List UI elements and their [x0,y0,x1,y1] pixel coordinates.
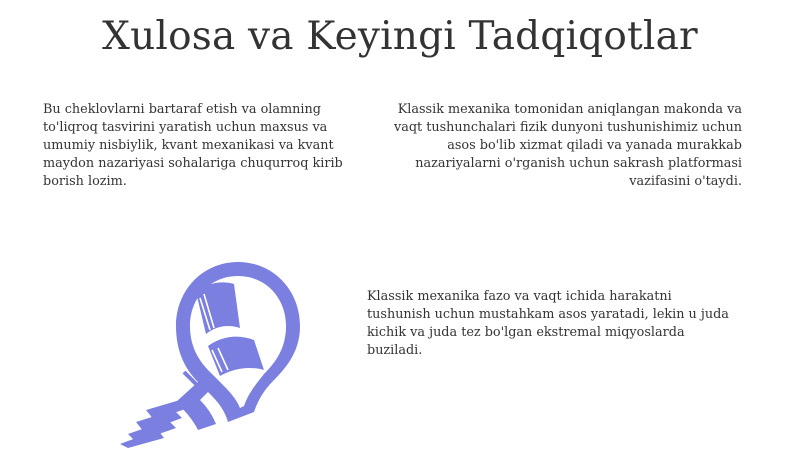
lightbulb-book-icon [88,250,313,450]
paragraph-bottom: Klassik mexanika fazo va vaqt ichida harakatni tushunish uchun mustahkam asos yaratadi, lekin u juda kichik va juda tez bo'lgan ekstremal miqyoslarda buziladi. [367,289,729,358]
paragraph-right: Klassik mexanika tomonidan aniqlangan makonda va vaqt tushunchalari fizik dunyoni tushunishimiz uchun asos bo'lib xizmat qiladi va yanada murakkab nazariyalarni o'rganish uchun sakrash platformasi vazifasini o'taydi. [393,102,742,189]
slide-title: Xulosa va Keyingi Tadqiqotlar [102,14,698,59]
paragraph-left: Bu cheklovlarni bartaraf etish va olamning to'liqroq tasvirini yaratish uchun maxsus va umumiy nisbiylik, kvant mexanikasi va kvant maydon nazariyasi sohalariga chuqurroq kirib borish lozim. [43,102,343,189]
